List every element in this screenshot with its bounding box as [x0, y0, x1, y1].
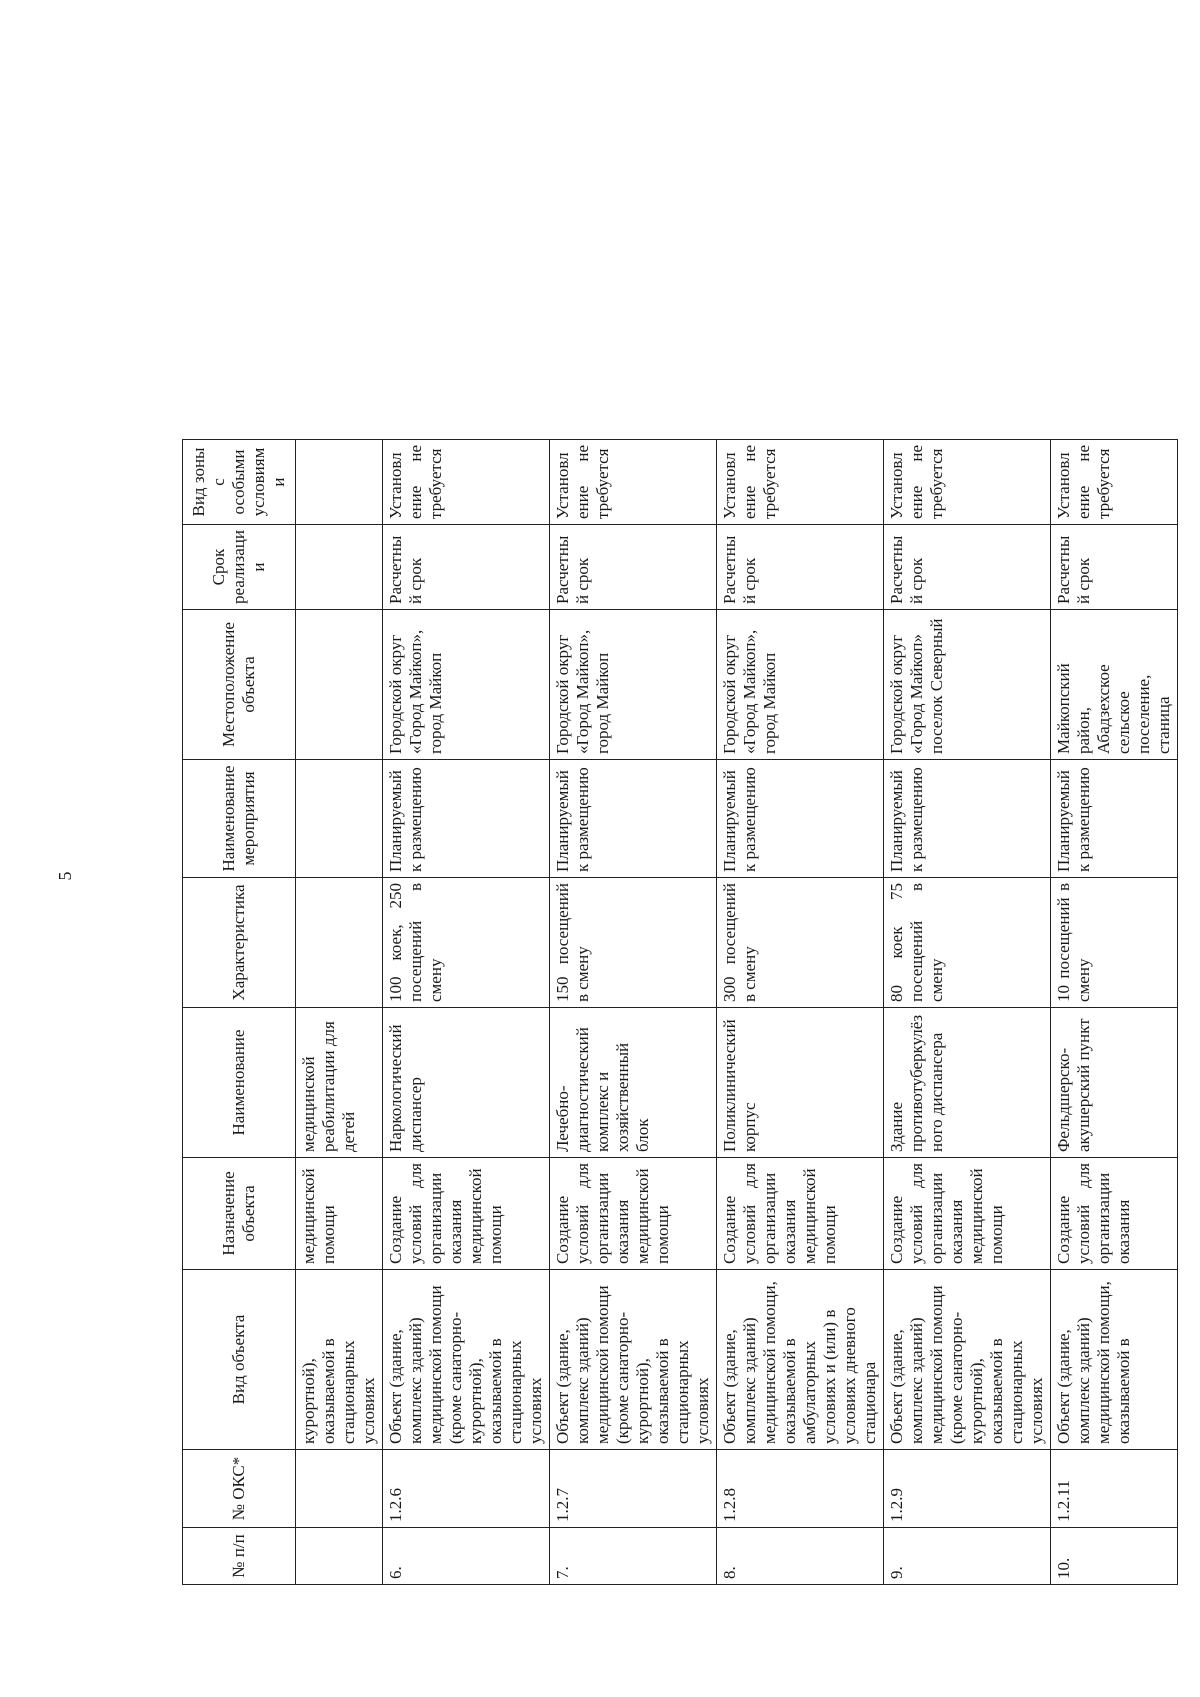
cell-naimenovanie: Здание противотуберкулёзного диспансера	[883, 1007, 1050, 1157]
cell-vid: Объект (здание, комплекс зданий) медицинской помощи (кроме санаторно-курортной), оказываемой в стационарных условиях	[382, 1269, 549, 1449]
cell-meropriyatie: Планируемый к размещению	[883, 759, 1050, 877]
cell-oks: 1.2.9	[883, 1449, 1050, 1527]
cell-naznachenie: Создание условий для организации оказания медицинской помощи	[716, 1157, 883, 1269]
header-vid: Вид объекта	[182, 1269, 295, 1449]
cell-harakteristika: 100 коек, 250 посещений в смену	[382, 877, 549, 1007]
table-row	[883, 439, 1050, 1584]
cell-vid: курортной), оказываемой в стационарных условиях	[295, 1269, 382, 1449]
cell-naimenovanie: Фельдшерско-акушерский пункт	[1050, 1007, 1177, 1157]
cell-meropriyatie: Планируемый к размещению	[716, 759, 883, 877]
cell-vid: Объект (здание, комплекс зданий) медицинской помощи (кроме санаторно-курортной), оказываемой в стационарных условиях	[549, 1269, 716, 1449]
cell-meropriyatie	[295, 759, 382, 877]
header-mesto: Местоположение объекта	[182, 609, 295, 759]
cell-zona: Установление не требуется	[716, 439, 883, 524]
cell-harakteristika: 300 посещений в смену	[716, 877, 883, 1007]
cell-naznachenie: медицинской помощи	[295, 1157, 382, 1269]
header-meropriyatie: Наименование мероприятия	[182, 759, 295, 877]
cell-n: 8.	[716, 1527, 883, 1584]
table-row	[549, 439, 716, 1584]
cell-mesto	[295, 609, 382, 759]
cell-harakteristika: 150 посещений в смену	[549, 877, 716, 1007]
cell-srok	[295, 524, 382, 609]
cell-n	[295, 1527, 382, 1584]
cell-meropriyatie: Планируемый к размещению	[549, 759, 716, 877]
cell-oks: 1.2.7	[549, 1449, 716, 1527]
header-srok: Срок реализации	[182, 524, 295, 609]
cell-vid: Объект (здание, комплекс зданий) медицинской помощи (кроме санаторно-курортной), оказываемой в стационарных условиях	[883, 1269, 1050, 1449]
cell-naimenovanie: Наркологический диспансер	[382, 1007, 549, 1157]
table-header-row	[182, 439, 295, 1584]
cell-n: 9.	[883, 1527, 1050, 1584]
cell-naimenovanie: Поликлинический корпус	[716, 1007, 883, 1157]
cell-srok: Расчетный срок	[382, 524, 549, 609]
cell-mesto: Городской округ «Город Майкоп» поселок Северный	[883, 609, 1050, 759]
cell-mesto: Майкопский район, Абадзехское сельское поселение, станица	[1050, 609, 1177, 759]
cell-n: 7.	[549, 1527, 716, 1584]
header-naznachenie: Назначение объекта	[182, 1157, 295, 1269]
header-naimenovanie: Наименование	[182, 1007, 295, 1157]
cell-n: 6.	[382, 1527, 549, 1584]
page-number: 5	[55, 871, 75, 881]
cell-srok: Расчетный срок	[1050, 524, 1177, 609]
cell-harakteristika	[295, 877, 382, 1007]
cell-naznachenie: Создание условий для организации оказания медицинской помощи	[883, 1157, 1050, 1269]
cell-zona: Установление не требуется	[549, 439, 716, 524]
cell-n: 10.	[1050, 1527, 1177, 1584]
cell-meropriyatie: Планируемый к размещению	[382, 759, 549, 877]
cell-oks	[295, 1449, 382, 1527]
cell-oks: 1.2.11	[1050, 1449, 1177, 1527]
cell-naimenovanie: медицинской реабилитации для детей	[295, 1007, 382, 1157]
table-container	[182, 440, 1173, 1585]
cell-zona: Установление не требуется	[1050, 439, 1177, 524]
header-harakteristika: Характеристика	[182, 877, 295, 1007]
header-zona: Вид зоны с особыми условиями	[182, 439, 295, 524]
cell-zona: Установление не требуется	[382, 439, 549, 524]
cell-meropriyatie: Планируемый к размещению	[1050, 759, 1177, 877]
header-n: № п/п	[182, 1527, 295, 1584]
cell-naznachenie: Создание условий для организации оказания	[1050, 1157, 1177, 1269]
cell-srok: Расчетный срок	[883, 524, 1050, 609]
cell-mesto: Городской округ «Город Майкоп», город Майкоп	[549, 609, 716, 759]
cell-harakteristika: 10 посещений в смену	[1050, 877, 1177, 1007]
cell-vid: Объект (здание, комплекс зданий) медицинской помощи, оказываемой в	[1050, 1269, 1177, 1449]
cell-mesto: Городской округ «Город Майкоп», город Майкоп	[382, 609, 549, 759]
header-oks: № ОКС*	[182, 1449, 295, 1527]
cell-naznachenie: Создание условий для организации оказания медицинской помощи	[549, 1157, 716, 1269]
table-row	[382, 439, 549, 1584]
cell-naimenovanie: Лечебно-диагностический комплекс и хозяйственный блок	[549, 1007, 716, 1157]
objects-table	[182, 439, 1178, 1585]
table-row	[716, 439, 883, 1584]
cell-zona: Установление не требуется	[883, 439, 1050, 524]
cell-srok: Расчетный срок	[549, 524, 716, 609]
cell-vid: Объект (здание, комплекс зданий) медицинской помощи, оказываемой в амбулаторных условиях и (или) в условиях дневного стационара	[716, 1269, 883, 1449]
cell-zona	[295, 439, 382, 524]
table-row	[295, 439, 382, 1584]
cell-srok: Расчетный срок	[716, 524, 883, 609]
table-row	[1050, 439, 1177, 1584]
cell-harakteristika: 80 коек 75 посещений в смену	[883, 877, 1050, 1007]
cell-mesto: Городской округ «Город Майкоп», город Майкоп	[716, 609, 883, 759]
cell-oks: 1.2.6	[382, 1449, 549, 1527]
cell-oks: 1.2.8	[716, 1449, 883, 1527]
cell-naznachenie: Создание условий для организации оказания медицинской помощи	[382, 1157, 549, 1269]
